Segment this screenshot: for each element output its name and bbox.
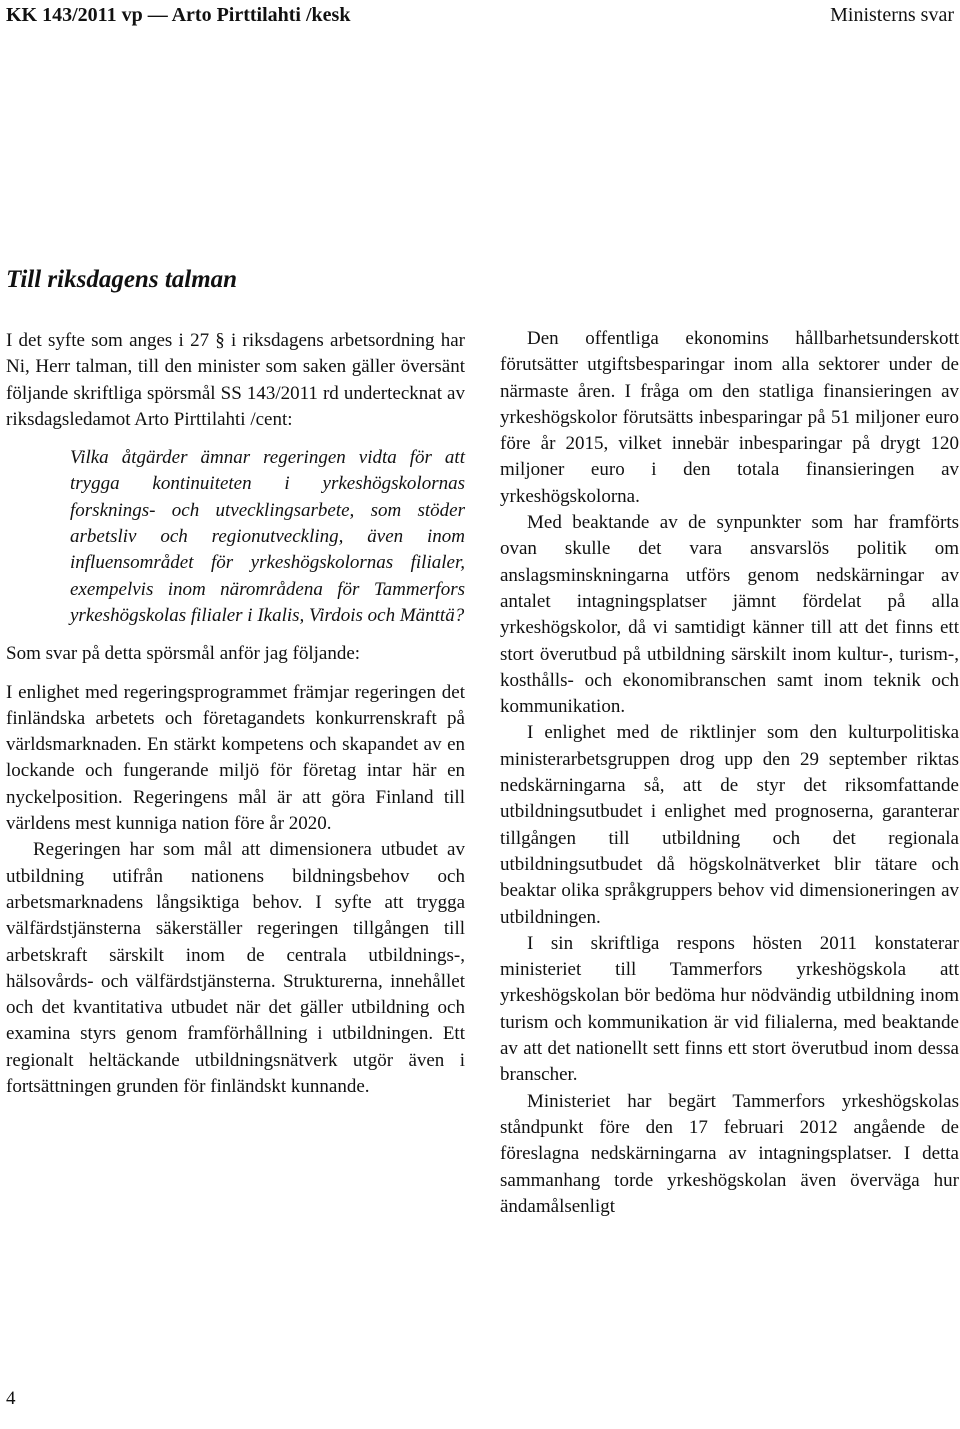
body-paragraph: I sin skriftliga respons hösten 2011 konstaterar ministeriet till Tammerfors yrkeshögskola att yrkeshögskolan bör bedöma hur nödvändig utbildning inom turism och kommunikation är vid filialerna, med beaktande av att det nationellt sett finns ett stort överutbud inom dessa branscher. <box>500 932 959 1086</box>
body-paragraph: Regeringen har som mål att dimensionera utbudet av utbildning utifrån nationens bildningsbehov och arbetsmarknadens långsiktiga behov. I syfte att trygga välfärdstjänsterna säkerställer regeringen tillgången till arbetskraft särskilt inom de centrala utbildnings-, hälsovårds- och välfärdstjänsterna. Strukturerna, innehållet och det kvantitativa utbudet när det gäller utbildning och examina styrs genom framförhållning i utbildningen. Ett regionalt heltäckande utbildningsnätverk utgör även i fortsättningen grunden för finländskt kunnande. <box>6 839 465 1098</box>
page-header <box>6 2 954 28</box>
right-column <box>500 326 959 1220</box>
body-paragraph: Med beaktande av de synpunkter som har framförts ovan skulle det vara ansvarslös politik om anslagsminskningarna utförs genom nedskärningar av antalet intagningsplatser jämnt fördelat på alla yrkeshögskolor, då vi samtidigt känner till att det finns ett stort överutbud på utbildning särskilt inom kultur-, turism-, kosthålls- och ekonomibranschen samt inom teknik och kommunikation. <box>500 512 959 718</box>
page-number: 4 <box>6 1388 16 1409</box>
answer-intro: Som svar på detta spörsmål anför jag följande: <box>6 643 361 665</box>
left-column <box>6 328 465 1100</box>
question-quote: Vilka åtgärder ämnar regeringen vidta för att trygga kontinuiteten i yrkeshögskolornas forsknings- och utvecklingsarbete, som stöder arbetsliv och regionutveckling, även inom influensområdet för yrkeshögskolornas filialer, exempelvis inom närområdena för Tammerfors yrkeshögskolas filialer i Ikalis, Virdois och Mänttä? <box>70 447 465 626</box>
section-label: Ministerns svar <box>830 4 954 26</box>
body-paragraph: Ministeriet har begärt Tammerfors yrkeshögskolas ståndpunkt före den 17 februari 2012 angående de föreslagna nedskärningarna av intagningsplatser. I detta sammanhang torde yrkeshögskolan även överväga hur ändamålsenligt <box>500 1090 959 1217</box>
body-paragraph: I enlighet med de riktlinjer som den kulturpolitiska ministerarbetsgruppen drog upp den 29 september riktas nedskärningarna så, att de styr det riksomfattande utbildningsutbudet i enlighet med prognoserna, garanterar tillgången till utbildning och det regionala utbildningsutbudet då högskolnätverket blir tätare och beaktar olika språkgruppers behov vid dimensioneringen av utbildningen. <box>500 722 959 928</box>
page-title: Till riksdagens talman <box>6 266 238 293</box>
body-paragraph: Den offentliga ekonomins hållbarhetsunderskott förutsätter utgiftsbesparingar inom alla sektorer under de närmaste åren. I fråga om den statliga finansieringen av yrkeshögskolor förutsätts inbesparingar på 51 miljoner euro före år 2015, vilket innebär inbesparingar på drygt 120 miljoner euro i den totala finansieringen av yrkeshögskolorna. <box>500 328 959 507</box>
body-paragraph: I enlighet med regeringsprogrammet främjar regeringen det finländska arbetets och företagandets konkurrenskraft på världsmarknaden. En stärkt kompetens och skapandet av en lockande och fungerande miljö för företag intar här en nyckelposition. Regeringens mål är att göra Finland till världens mest kunniga nation före år 2020. <box>6 681 465 835</box>
intro-paragraph: I det syfte som anges i 27 § i riksdagens arbetsordning har Ni, Herr talman, till den minister som saken gäller översänt följande skriftliga spörsmål SS 143/2011 rd undertecknat av riksdagsledamot Arto Pirttilahti /cent: <box>6 330 465 430</box>
document-reference: KK 143/2011 vp — Arto Pirttilahti /kesk <box>6 4 351 26</box>
